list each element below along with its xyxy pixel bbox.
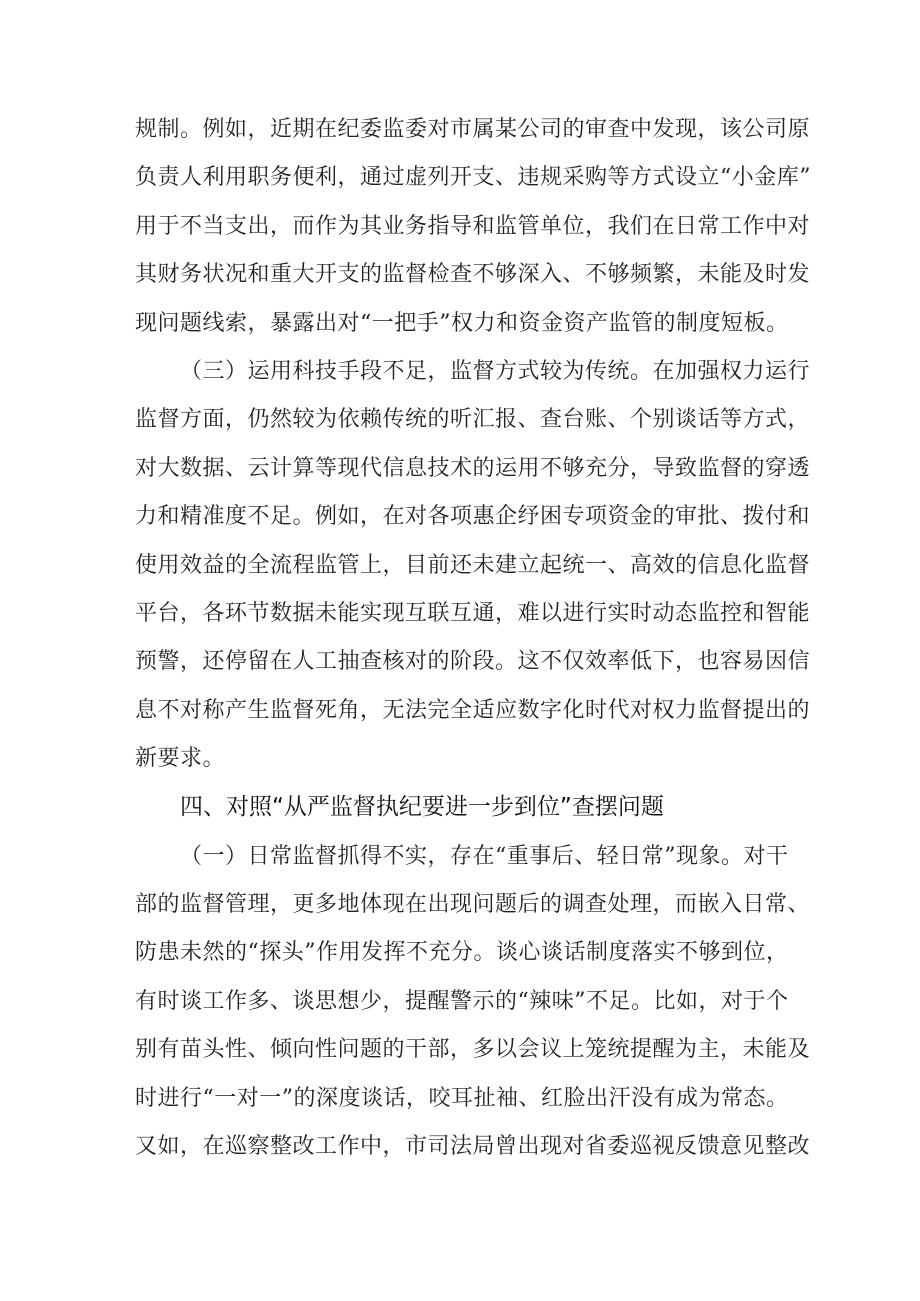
paragraph-line: 新要求。 bbox=[135, 746, 226, 771]
paragraph-line: 现问题线索，暴露出对“一把手”权力和资金资产监管的制度短板。 bbox=[135, 311, 789, 336]
paragraph-line: 监督方面，仍然较为依赖传统的听汇报、查台账、个别谈话等方式， bbox=[135, 407, 811, 432]
section-heading: 四、对照“从严监督执纪要进一步到位”查摆问题 bbox=[180, 794, 664, 820]
paragraph-line: 负责人利用职务便利，通过虚列开支、违规采购等方式设立“小金库” bbox=[135, 165, 811, 190]
paragraph-line: 平台，各环节数据未能实现互联互通，难以进行实时动态监控和智能 bbox=[135, 601, 811, 626]
paragraph-line: 对大数据、云计算等现代信息技术的运用不够充分，导致监督的穿透 bbox=[135, 456, 811, 481]
paragraph-line: 又如，在巡察整改工作中，市司法局曾出现对省委巡视反馈意见整改 bbox=[135, 1134, 811, 1159]
paragraph-line: 别有苗头性、倾向性问题的干部，多以会议上笼统提醒为主，未能及 bbox=[135, 1037, 811, 1062]
paragraph-line: 时进行“一对一”的深度谈话，咬耳扯袖、红脸出汗没有成为常态。 bbox=[135, 1086, 789, 1111]
paragraph-line: 力和精准度不足。例如，在对各项惠企纾困专项资金的审批、拨付和 bbox=[135, 504, 811, 529]
paragraph-line: （一）日常监督抓得不实，存在“重事后、轻日常”现象。对干 bbox=[180, 844, 789, 869]
paragraph-line: 用于不当支出，而作为其业务指导和监管单位，我们在日常工作中对 bbox=[135, 214, 811, 239]
paragraph-line: 有时谈工作多、谈思想少，提醒警示的“辣味”不足。比如，对于个 bbox=[135, 989, 789, 1014]
paragraph-line: （三）运用科技手段不足，监督方式较为传统。在加强权力运行 bbox=[180, 359, 811, 384]
paragraph-line: 使用效益的全流程监管上，目前还未建立起统一、高效的信息化监督 bbox=[135, 553, 811, 578]
paragraph-line: 防患未然的“探头”作用发挥不充分。谈心谈话制度落实不够到位， bbox=[135, 940, 789, 965]
paragraph-line: 规制。例如，近期在纪委监委对市属某公司的审查中发现，该公司原 bbox=[135, 117, 811, 142]
paragraph-line: 其财务状况和重大开支的监督检查不够深入、不够频繁，未能及时发 bbox=[135, 262, 811, 287]
paragraph-line: 息不对称产生监督死角，无法完全适应数字化时代对权力监督提出的 bbox=[135, 698, 811, 723]
paragraph-line: 预警，还停留在人工抽查核对的阶段。这不仅效率低下，也容易因信 bbox=[135, 649, 811, 674]
paragraph-line: 部的监督管理，更多地体现在出现问题后的调查处理，而嵌入日常、 bbox=[135, 892, 811, 917]
